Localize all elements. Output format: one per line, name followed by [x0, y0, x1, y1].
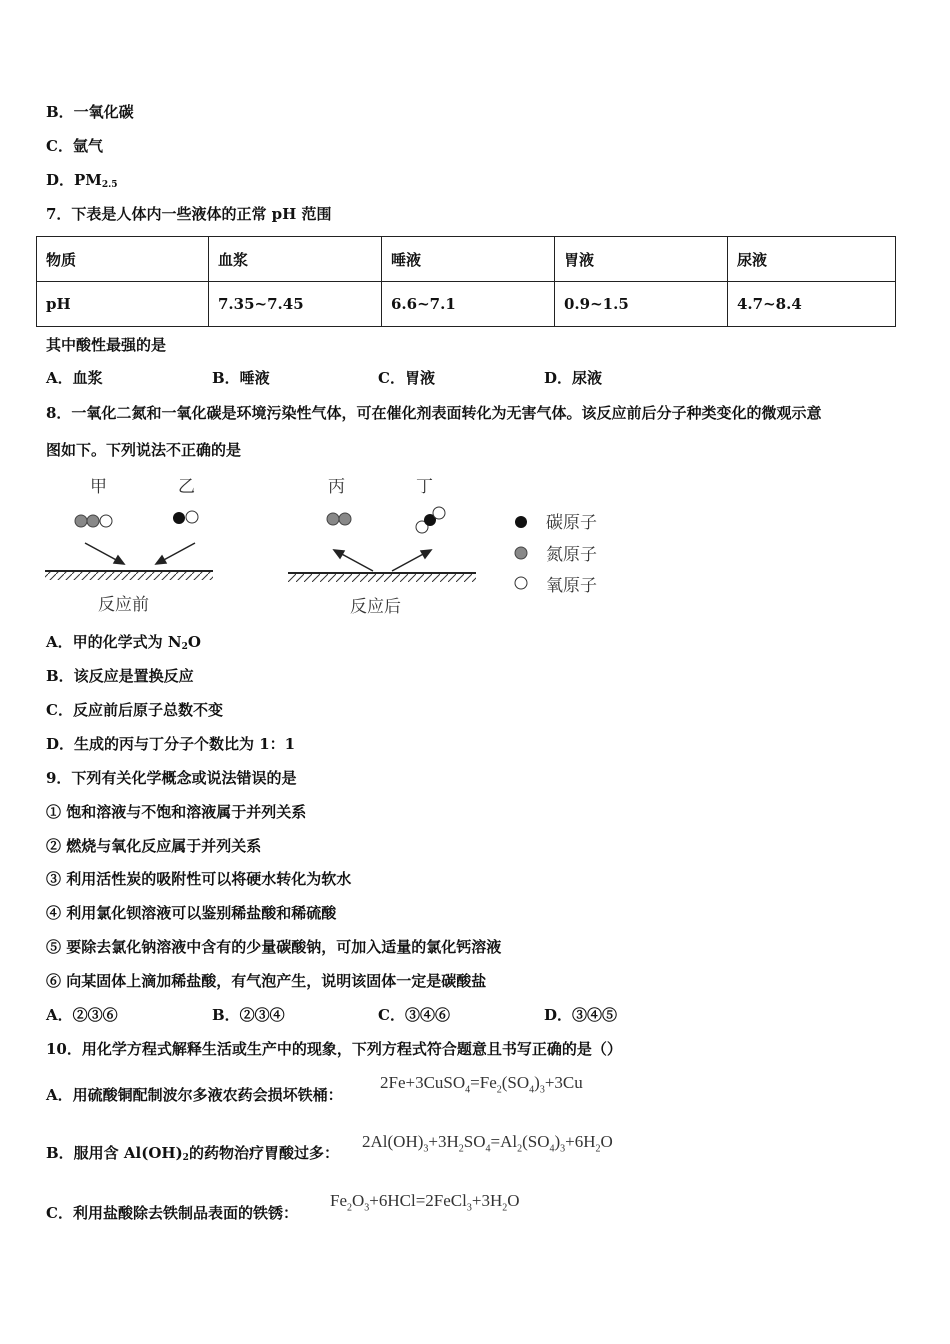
table-cell: 6.6~7.1: [382, 282, 555, 327]
option-d-text: D．PM: [46, 171, 102, 189]
molecule-jia: [75, 515, 112, 527]
table-cell: 唾液: [382, 237, 555, 282]
option-d-subscript: 2.5: [101, 180, 118, 190]
q10-equation-b: $2Al(OH)_3+3H_2SO_4=Al_2(SO_4)_3+6H_2O$: [362, 1132, 613, 1155]
q9-statement-4: ④ 利用氯化钡溶液可以鉴别稀盐酸和稀硫酸: [46, 904, 337, 922]
q7-option-b: B．唾液: [212, 369, 270, 387]
option-b-carbon-monoxide: B．一氧化碳: [46, 103, 134, 121]
reaction-diagram: [40, 470, 640, 625]
table-cell: pH: [37, 282, 209, 327]
label-ding: 丁: [416, 477, 433, 497]
q10-option-b-suffix: 的药物治疗胃酸过多：: [188, 1144, 339, 1162]
q7-option-c: C．胃液: [378, 369, 435, 387]
table-cell: 4.7~8.4: [728, 282, 896, 327]
legend-oxygen: 氧原子: [546, 576, 597, 596]
ph-table: [36, 236, 896, 327]
arrows-before: [85, 543, 195, 564]
nitrogen-atom-icon: [515, 547, 527, 559]
carbon-atom-icon: [515, 516, 527, 528]
q10-equation-c: $Fe_2O_3+6HCl=2FeCl_3+3H_2O$: [330, 1191, 520, 1214]
caption-before: 反应前: [98, 595, 149, 615]
molecule-yi: [173, 511, 198, 524]
table-cell: 物质: [37, 237, 209, 282]
catalyst-surface-after: [288, 573, 476, 582]
q9-statement-1: ① 饱和溶液与不饱和溶液属于并列关系: [46, 803, 307, 821]
table-cell: 尿液: [728, 237, 896, 282]
q8-option-c: C．反应前后原子总数不变: [46, 701, 223, 719]
q9-option-d: D．③④⑤: [544, 1006, 618, 1024]
q8-option-a-sub: 2: [181, 642, 188, 652]
q7-question: 其中酸性最强的是: [46, 336, 167, 354]
table-cell: 0.9~1.5: [555, 282, 728, 327]
table-header-row: [37, 237, 896, 282]
option-c-argon: C．氩气: [46, 137, 103, 155]
q9-option-a: A．②③⑥: [46, 1006, 118, 1024]
legend-nitrogen: 氮原子: [546, 545, 597, 565]
q8-option-b: B．该反应是置换反应: [46, 667, 194, 685]
q9-statement-5: ⑤ 要除去氯化钠溶液中含有的少量碳酸钠，可加入适量的氯化钙溶液: [46, 938, 502, 956]
q7-option-d: D．尿液: [544, 369, 603, 387]
molecule-bing: [327, 513, 351, 525]
q7-options: [46, 368, 710, 388]
q10-option-b-sub: 2: [182, 1153, 189, 1163]
legend-carbon: 碳原子: [546, 513, 597, 533]
q8-option-a-text: A．甲的化学式为 N: [46, 633, 182, 651]
q10-option-c: C．利用盐酸除去铁制品表面的铁锈：: [46, 1204, 298, 1222]
q8-stem-line1: 8．一氧化二氮和一氧化碳是环境污染性气体，可在催化剂表面转化为无害气体。该反应前后分子种类变化的微观示意: [46, 404, 822, 422]
table-cell: 7.35~7.45: [209, 282, 382, 327]
q9-statement-6: ⑥ 向某固体上滴加稀盐酸，有气泡产生，说明该固体一定是碳酸盐: [46, 972, 487, 990]
caption-after: 反应后: [350, 597, 401, 617]
q10-option-b-text: B．服用含 Al(OH): [46, 1144, 183, 1162]
q8-option-a: [46, 632, 201, 657]
label-jia: 甲: [90, 477, 107, 497]
q10-option-b: [46, 1143, 339, 1168]
label-bing: 丙: [328, 477, 345, 497]
q9-statement-2: ② 燃烧与氧化反应属于并列关系: [46, 837, 262, 855]
q9-option-c: C．③④⑥: [378, 1006, 450, 1024]
q7-option-a: A．血浆: [46, 369, 103, 387]
table-row: [37, 282, 896, 327]
q10-equation-a: $2Fe+3CuSO_4=Fe_2(SO_4)_3+3Cu$: [380, 1073, 583, 1096]
option-d-pm25: [46, 170, 118, 195]
q9-statement-3: ③ 利用活性炭的吸附性可以将硬水转化为软水: [46, 870, 352, 888]
table-cell: 胃液: [555, 237, 728, 282]
legend: [515, 513, 597, 596]
q8-option-a-suffix: O: [187, 633, 201, 651]
q10-option-a: A．用硫酸铜配制波尔多液农药会损坏铁桶：: [46, 1086, 343, 1104]
q9-stem: 9．下列有关化学概念或说法错误的是: [46, 769, 297, 787]
q9-option-b: B．②③④: [212, 1006, 285, 1024]
arrows-after: [334, 550, 431, 571]
q9-options: [46, 1005, 710, 1025]
label-yi: 乙: [178, 477, 195, 497]
table-cell: 血浆: [209, 237, 382, 282]
oxygen-atom-icon: [515, 577, 527, 589]
q10-stem: 10．用化学方程式解释生活或生产中的现象，下列方程式符合题意且书写正确的是（）: [46, 1040, 622, 1058]
q7-stem: 7．下表是人体内一些液体的正常 pH 范围: [46, 205, 332, 223]
catalyst-surface-before: [45, 571, 213, 580]
molecule-ding: [416, 507, 445, 533]
q8-stem-line2: 图如下。下列说法不正确的是: [46, 441, 242, 459]
q8-option-d: D．生成的丙与丁分子个数比为 1：1: [46, 735, 296, 753]
